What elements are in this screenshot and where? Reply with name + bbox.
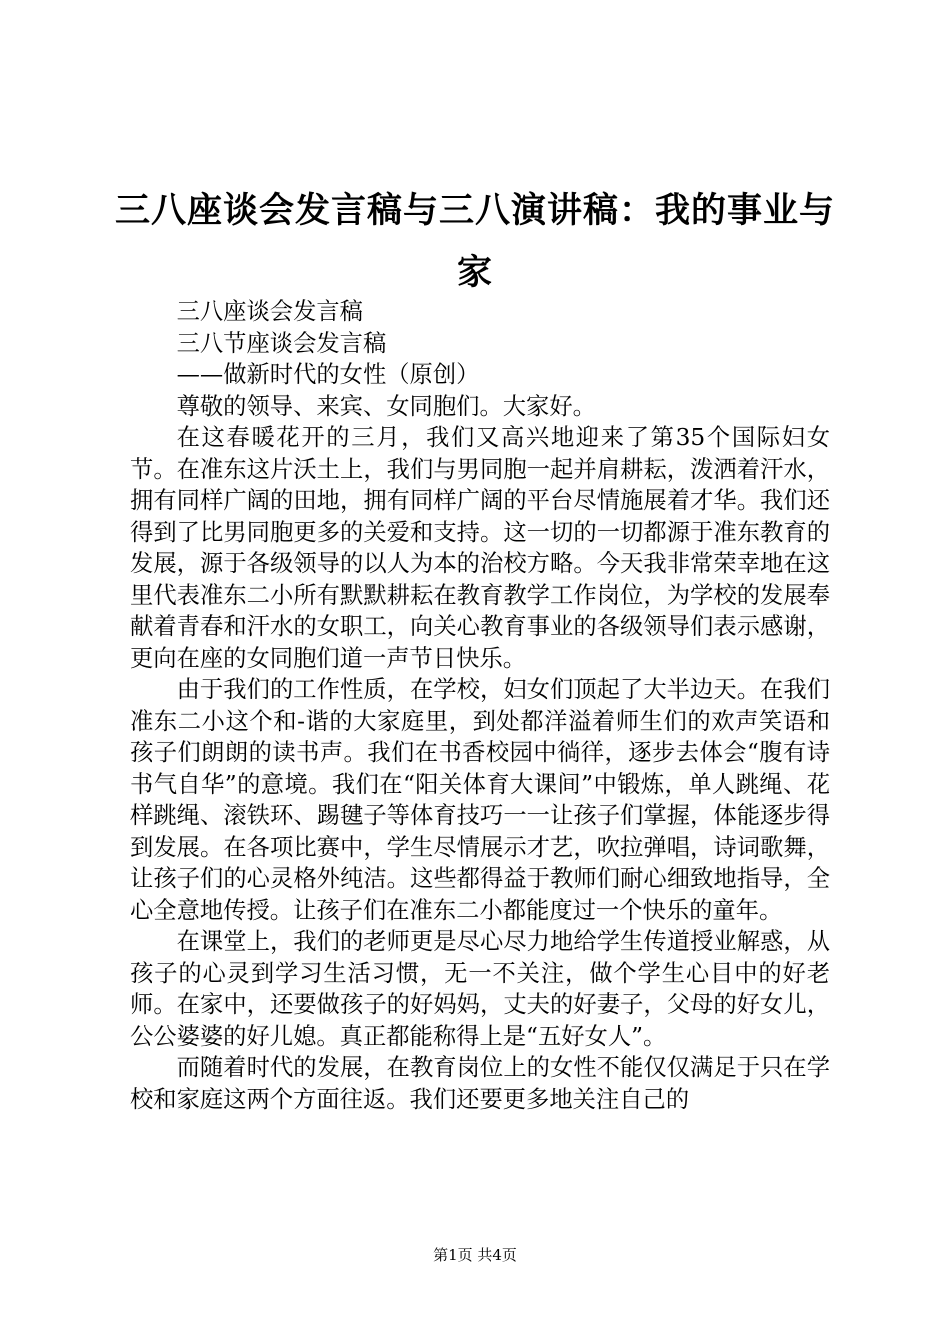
paragraph-subtitle-1: 三八座谈会发言稿 [176,298,363,325]
paragraph-body-3: 在课堂上，我们的老师更是尽心尽力地给学生传道授业解惑，从孩子的心灵到学习生活习惯，无一不关注，做个学生心目中的好老师。在家中，还要做孩子的好妈妈，丈夫的好妻子，父母的好女儿，公公婆婆的好儿媳。真正都能称得上是“五好女人”。 [130,928,830,1050]
paragraph-body-2: 由于我们的工作性质，在学校，妇女们顶起了大半边天。在我们准东二小这个和-谐的大家庭里，到处都洋溢着师生们的欢声笑语和孩子们朗朗的读书声。我们在书香校园中徜徉，逐步去体会“腹有诗书气自华”的意境。我们在“阳关体育大课间”中锻炼，单人跳绳、花样跳绳、滚铁环、踢毽子等体育技巧一一让孩子们掌握，体能逐步得到发展。在各项比赛中，学生尽情展示才艺，吹拉弹唱，诗词歌舞，让孩子们的心灵格外纯洁。这些都得益于教师们耐心细致地指导，全心全意地传授。让孩子们在准东二小都能度过一个快乐的童年。 [130,676,830,924]
page-footer: 第1页 共4页 [433,1246,517,1264]
paragraph-body-4: 而随着时代的发展，在教育岗位上的女性不能仅仅满足于只在学校和家庭这两个方面往返。我们还要更多地关注自己的 [130,1054,830,1113]
paragraph-subtitle-3: ——做新时代的女性（原创） [176,361,480,388]
paragraph-body-1: 在这春暖花开的三月，我们又高兴地迎来了第35个国际妇女节。在准东这片沃土上，我们与男同胞一起并肩耕耘，泼洒着汗水，拥有同样广阔的田地，拥有同样广阔的平台尽情施展着才华。我们还得到了比男同胞更多的关爱和支持。这一切的一切都源于准东教育的发展，源于各级领导的以人为本的治校方略。今天我非常荣幸地在这里代表准东二小所有默默耕耘在教育教学工作岗位，为学校的发展奉献着青春和汗水的女职工，向关心教育事业的各级领导们表示感谢，更向在座的女同胞们道一声节日快乐。 [130,424,830,672]
document-body [130,296,830,1115]
paragraph-subtitle-2: 三八节座谈会发言稿 [176,329,387,357]
document-title: 三八座谈会发言稿与三八演讲稿：我的事业与家 [114,191,835,293]
paragraph-greeting: 尊敬的领导、来宾、女同胞们。大家好。 [176,392,596,420]
